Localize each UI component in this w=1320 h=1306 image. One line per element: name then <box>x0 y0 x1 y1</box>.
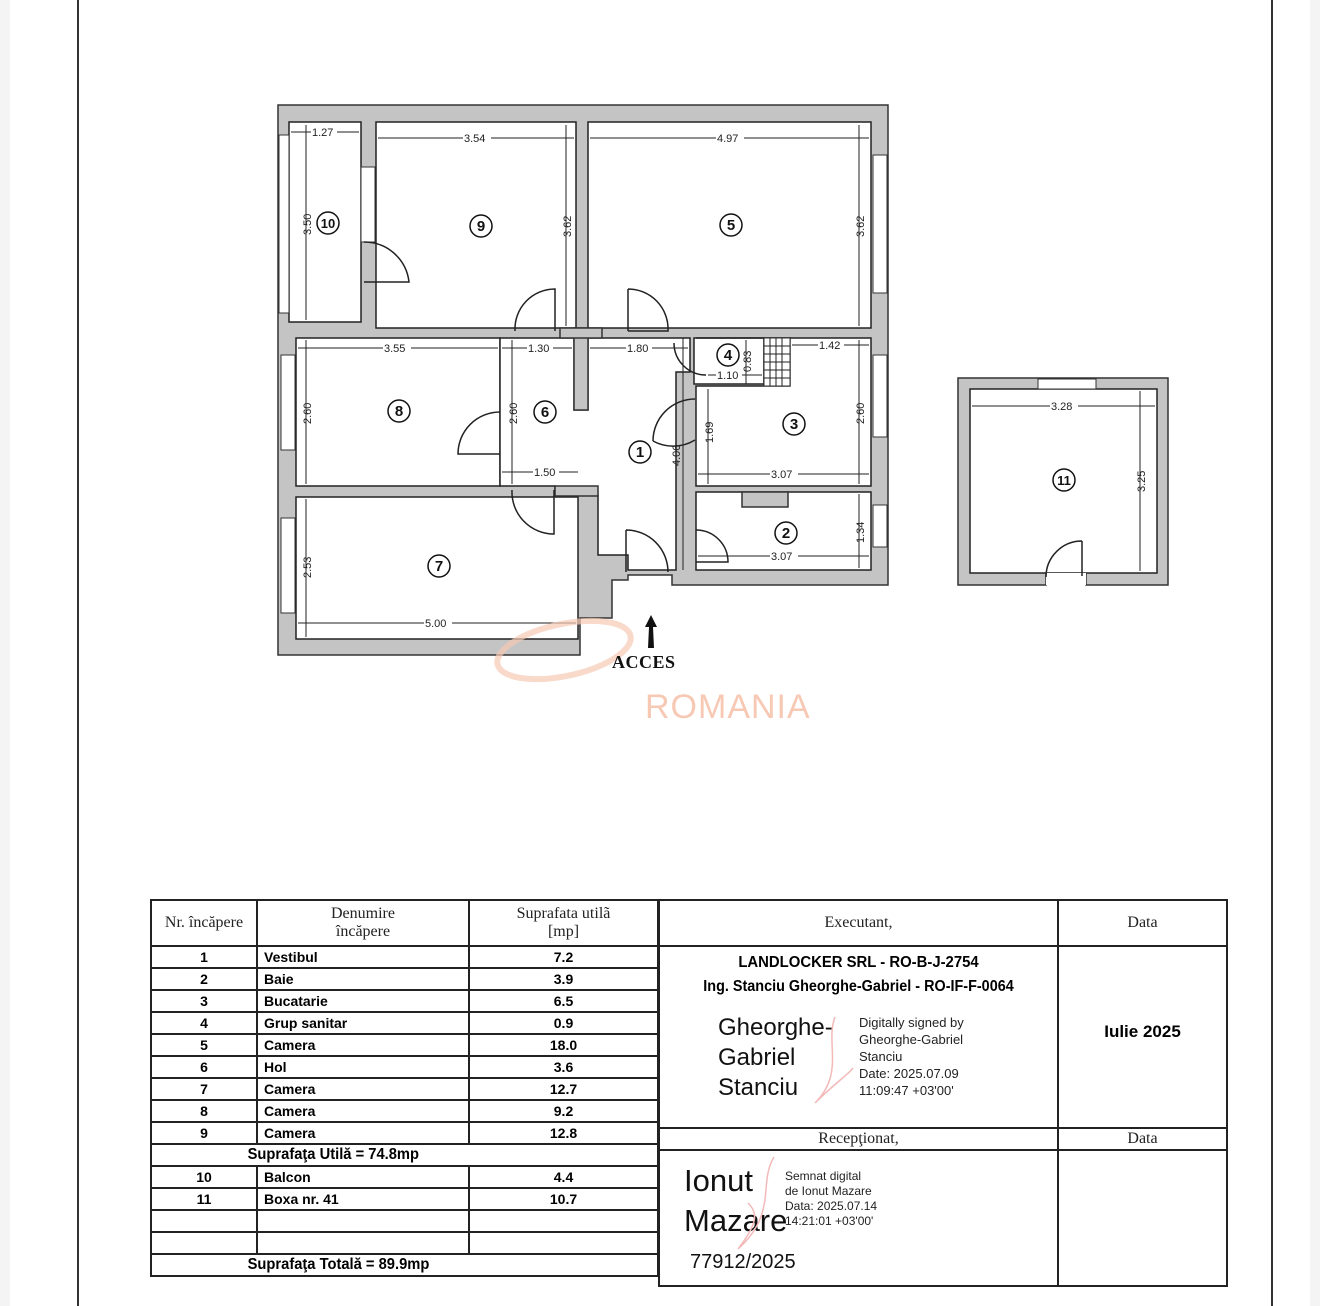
dim-label: 3.62 <box>855 215 867 237</box>
cell-area <box>469 1232 658 1254</box>
header-nr: Nr. încăpere <box>151 900 257 946</box>
header-name-line1: Denumire <box>331 905 395 922</box>
dim-label: 3.62 <box>562 215 574 237</box>
window <box>361 167 375 242</box>
window <box>873 505 887 547</box>
cell-nr: 7 <box>151 1078 257 1100</box>
receptionat-date-header: Data <box>1057 1127 1228 1151</box>
sig-name-line: Gheorghe- <box>718 1014 833 1041</box>
registration-number: 77912/2025 <box>690 1251 796 1273</box>
room-number: 5 <box>726 217 736 234</box>
dim-label: 4.97 <box>717 133 739 145</box>
executant-signature-meta <box>859 1014 964 1099</box>
window <box>279 135 289 313</box>
sig-name-line: Gabriel <box>718 1044 796 1071</box>
grand-total-row <box>151 1254 658 1276</box>
cell-area: 3.9 <box>469 968 658 990</box>
cell-nr: 2 <box>151 968 257 990</box>
receptionat-date-value <box>1057 1149 1228 1287</box>
table-row <box>151 1056 658 1078</box>
cell-name: Camera <box>257 1078 469 1100</box>
dim-label: 2.53 <box>302 556 314 578</box>
header-area-line1: Suprafata utilã <box>516 905 611 922</box>
dim-label: 1.27 <box>312 127 334 139</box>
room-number: 2 <box>781 525 791 542</box>
dim-label: 2.60 <box>855 402 867 424</box>
table-row <box>151 1078 658 1100</box>
dim-label: 2.60 <box>508 402 520 424</box>
header-name-line2: încăpere <box>335 923 391 940</box>
cell-nr: 11 <box>151 1188 257 1210</box>
useful-total: Suprafaţa Utilă = 74.8mp <box>151 1144 617 1166</box>
dim-label: 3.28 <box>1051 401 1073 413</box>
dim-label: 4.06 <box>671 444 683 466</box>
dim-label: 3.55 <box>384 343 406 355</box>
cell-nr: 9 <box>151 1122 257 1144</box>
dim-label: 1.69 <box>704 421 716 443</box>
sig-meta-line: Semnat digital <box>785 1169 862 1183</box>
room-number: 9 <box>476 218 486 235</box>
shower-tiles-icon <box>764 338 790 386</box>
executant-engineer: Ing. Stanciu Gheorghe-Gabriel - RO-IF-F-0064 <box>703 978 1014 995</box>
access-label: ACCES <box>612 652 676 672</box>
cell-name <box>257 1210 469 1232</box>
cell-name: Vestibul <box>257 946 469 968</box>
rooms-table <box>150 899 659 1277</box>
pdf-signature-mark-icon <box>805 1013 855 1109</box>
table-row <box>151 1012 658 1034</box>
dim-label: 3.25 <box>1136 470 1148 492</box>
pdf-signature-mark-icon <box>728 1153 778 1253</box>
cell-area: 9.2 <box>469 1100 658 1122</box>
sig-name-line: Ionut <box>684 1163 753 1198</box>
room-number: 4 <box>723 347 733 364</box>
table-row <box>151 1122 658 1144</box>
apartment-walls <box>278 105 888 655</box>
cell-area: 6.5 <box>469 990 658 1012</box>
cell-name: Balcon <box>257 1166 469 1188</box>
dim-label: 1.34 <box>855 521 867 543</box>
cell-name: Boxa nr. 41 <box>257 1188 469 1210</box>
header-area <box>469 900 658 946</box>
sig-meta-line: Date: 2025.07.09 <box>859 1066 959 1081</box>
dim-label: 3.54 <box>464 133 486 145</box>
table-row <box>151 1100 658 1122</box>
cell-area: 12.7 <box>469 1078 658 1100</box>
room-number: 3 <box>789 416 799 433</box>
table-row <box>151 1188 658 1210</box>
cell-area: 18.0 <box>469 1034 658 1056</box>
dim-label: 3.07 <box>771 469 793 481</box>
cell-nr: 1 <box>151 946 257 968</box>
dim-label: 3.07 <box>771 551 793 563</box>
cell-nr <box>151 1232 257 1254</box>
receptionat-signature-meta <box>785 1169 877 1229</box>
executant-date-value: Iulie 2025 <box>1057 945 1228 1129</box>
room-number: 1 <box>635 444 645 461</box>
executant-company: LANDLOCKER SRL - RO-B-J-2754 <box>738 954 979 971</box>
cell-area: 0.9 <box>469 1012 658 1034</box>
room-number: 10 <box>320 216 336 231</box>
table-header-row <box>151 900 658 946</box>
executant-header: Executant, <box>658 899 1059 947</box>
dim-label: 1.80 <box>627 343 649 355</box>
room-number: 7 <box>434 558 444 575</box>
cell-area: 10.7 <box>469 1188 658 1210</box>
table-row <box>151 1166 658 1188</box>
cell-nr: 10 <box>151 1166 257 1188</box>
window <box>281 355 295 450</box>
table-row-empty <box>151 1232 658 1254</box>
signature-block <box>658 899 1228 1287</box>
cell-name: Camera <box>257 1034 469 1056</box>
cell-area <box>469 1210 658 1232</box>
cell-name: Hol <box>257 1056 469 1078</box>
sig-meta-line: de Ionut Mazare <box>785 1184 872 1198</box>
window <box>873 355 887 437</box>
useful-total-row <box>151 1144 658 1166</box>
dim-label: 1.30 <box>528 343 550 355</box>
receptionat-header: Recepţionat, <box>658 1127 1059 1151</box>
sig-meta-line: Stanciu <box>859 1049 903 1064</box>
cell-name: Bucatarie <box>257 990 469 1012</box>
header-name <box>257 900 469 946</box>
cell-nr: 5 <box>151 1034 257 1056</box>
cell-nr: 6 <box>151 1056 257 1078</box>
access-arrow-icon <box>645 615 657 648</box>
cell-name: Camera <box>257 1100 469 1122</box>
cell-nr: 4 <box>151 1012 257 1034</box>
cell-nr: 3 <box>151 990 257 1012</box>
cell-area: 4.4 <box>469 1166 658 1188</box>
sig-meta-line: Data: 2025.07.14 <box>785 1199 878 1213</box>
grand-total: Suprafaţa Totală = 89.9mp <box>151 1254 617 1276</box>
sig-meta-line: 14:21:01 +03'00' <box>785 1214 874 1228</box>
cell-name: Baie <box>257 968 469 990</box>
dim-label: 2.60 <box>302 402 314 424</box>
sig-meta-line: Digitally signed by <box>859 1015 964 1030</box>
header-area-line2: [mp] <box>547 923 580 940</box>
dim-label: 1.50 <box>534 467 556 479</box>
room-number: 8 <box>394 403 404 420</box>
executant-date-header: Data <box>1057 899 1228 947</box>
cell-nr <box>151 1210 257 1232</box>
table-row <box>151 990 658 1012</box>
cell-name: Grup sanitar <box>257 1012 469 1034</box>
window <box>873 155 887 293</box>
cell-area: 3.6 <box>469 1056 658 1078</box>
sig-meta-line: Gheorghe-Gabriel <box>859 1032 964 1047</box>
sig-name-line: Stanciu <box>718 1074 799 1101</box>
dim-label: 5.00 <box>425 618 447 630</box>
table-row <box>151 968 658 990</box>
room-number: 6 <box>540 404 550 421</box>
cell-nr: 8 <box>151 1100 257 1122</box>
table-row <box>151 946 658 968</box>
watermark-text: ROMANIA <box>645 688 811 726</box>
receptionat-body <box>658 1149 1059 1287</box>
window <box>281 518 295 613</box>
table-row <box>151 1034 658 1056</box>
room-number: 11 <box>1057 473 1071 488</box>
executant-body <box>658 945 1059 1129</box>
cell-area: 12.8 <box>469 1122 658 1144</box>
cell-area: 7.2 <box>469 946 658 968</box>
sig-meta-line: 11:09:47 +03'00' <box>859 1083 954 1098</box>
cell-name <box>257 1232 469 1254</box>
table-row-empty <box>151 1210 658 1232</box>
dim-label: 3.50 <box>302 213 314 235</box>
dim-label: 1.42 <box>819 340 841 352</box>
cell-name: Camera <box>257 1122 469 1144</box>
dim-label: 0.83 <box>742 350 754 372</box>
sig-name-line: Mazare <box>684 1203 788 1238</box>
dim-label: 1.10 <box>717 370 739 382</box>
